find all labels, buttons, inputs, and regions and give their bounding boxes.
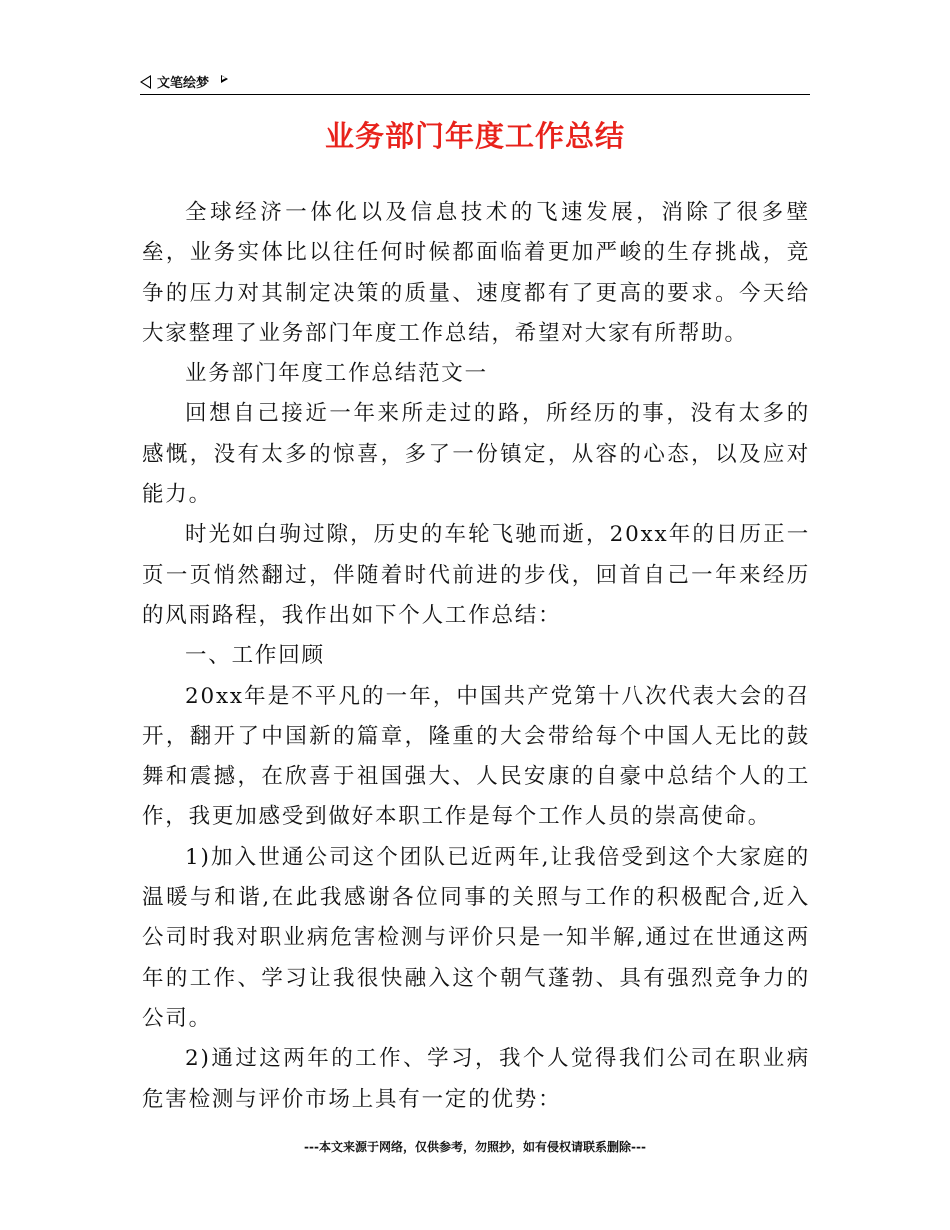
paragraph-point-2: 2)通过这两年的工作、学习，我个人觉得我们公司在职业病危害检测与评价市场上具有一定的优势： [142,1046,810,1112]
triangle-left-outline-icon [140,75,151,89]
paragraph-intro: 全球经济一体化以及信息技术的飞速发展，消除了很多壁垒，业务实体比以往任何时候都面临着更加严峻的生存挑战，竞争的压力对其制定决策的质量、速度都有了更高的要求。今天给大家整理了业务部门年度工作总结，希望对大家有所帮助。 [142,200,810,346]
header-brand: 文笔绘梦 [157,76,210,91]
page-footer: ---本文来源于网络，仅供参考，勿照抄，如有侵权请联系删除--- [304,1140,646,1154]
document-title: 业务部门年度工作总结 [324,119,625,153]
paragraph-time: 时光如白驹过隙，历史的车轮飞驰而逝，20xx年的日历正一页一页悄然翻过，伴随着时代前进的步伐，回首自己一年来经历的风雨路程，我作出如下个人工作总结： [142,522,810,628]
document-body [142,193,810,1120]
paragraph-year-summary: 20xx年是不平凡的一年，中国共产党第十八次代表大会的召开，翻开了中国新的篇章，隆重的大会带给每个中国人无比的鼓舞和震撼，在欣喜于祖国强大、人民安康的自豪中总结个人的工作，我更加感受到做好本职工作是每个工作人员的崇高使命。 [142,683,810,830]
paragraph-point-1: 1)加入世通公司这个团队已近两年,让我倍受到这个大家庭的温暖与和谐,在此我感谢各位同事的关照与工作的积极配合,近入公司时我对职业病危害检测与评价只是一知半解,通过在世通这两年的工作、学习让我很快融入这个朝气蓬勃、具有强烈竞争力的公司。 [142,844,810,1031]
paragraph-reflection: 回想自己接近一年来所走过的路，所经历的事，没有太多的感慨，没有太多的惊喜，多了一份镇定，从容的心态，以及应对能力。 [142,401,810,508]
triangle-right-outline-icon [221,75,228,83]
paragraph-section-heading: 业务部门年度工作总结范文一 [185,361,488,387]
paragraph-review-heading: 一、工作回顾 [185,643,325,669]
page-header [140,72,810,95]
header-brand-group [140,72,228,91]
